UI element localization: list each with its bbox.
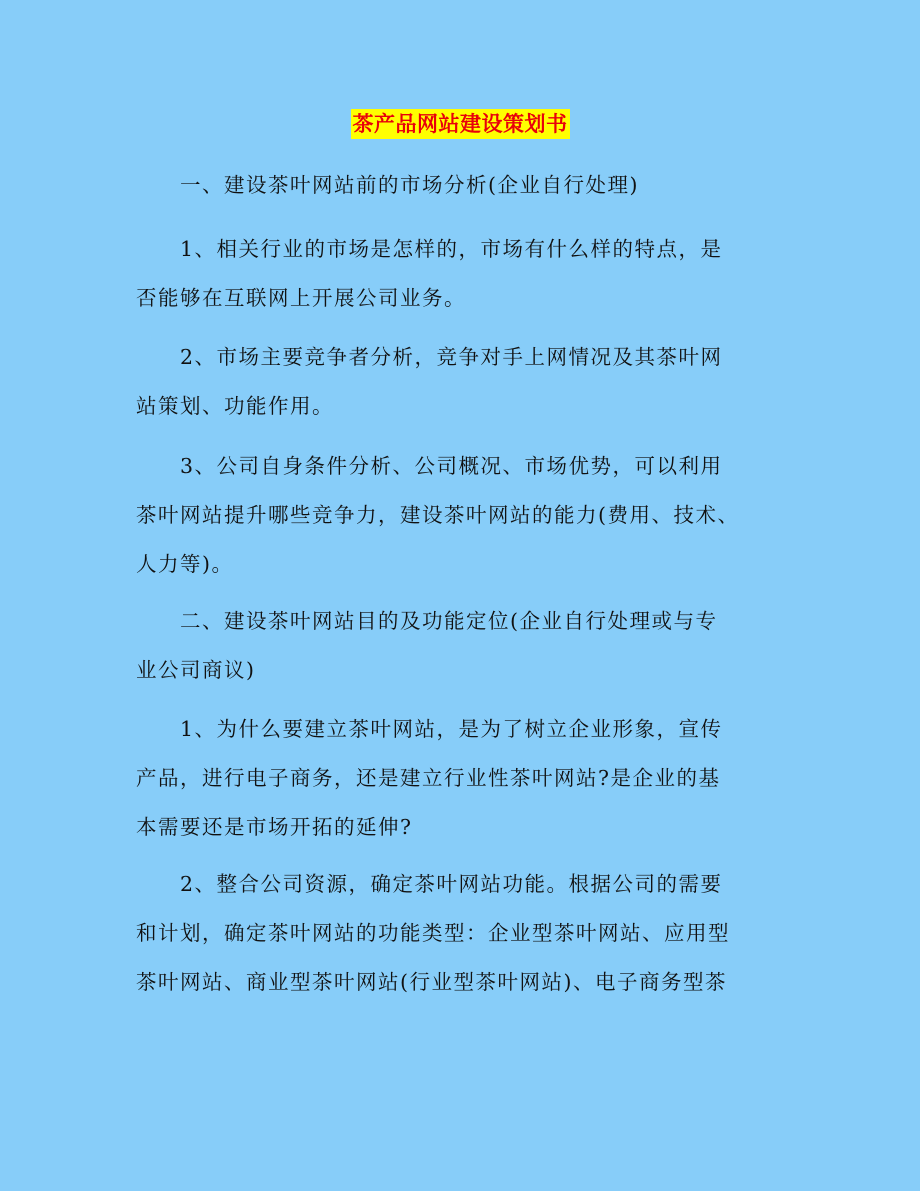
section-heading-1 (136, 161, 796, 210)
text-line: 1、为什么要建立茶叶网站，是为了树立企业形象，宣传 (180, 717, 723, 741)
text-line: 本需要还是市场开拓的延伸? (136, 815, 413, 839)
text-line: 站策划、功能作用。 (136, 394, 334, 418)
text-line: 否能够在互联网上开展公司业务。 (136, 286, 466, 310)
document-title: 茶产品网站建设策划书 (351, 109, 570, 139)
text-line: 2、整合公司资源，确定茶叶网站功能。根据公司的需要 (180, 872, 723, 896)
text-line: 茶叶网站提升哪些竞争力，建设茶叶网站的能力(费用、技术、 (136, 503, 740, 527)
paragraph-1-2 (136, 333, 796, 431)
text-line: 2、市场主要竞争者分析，竞争对手上网情况及其茶叶网 (180, 345, 723, 369)
text-line: 1、相关行业的市场是怎样的，市场有什么样的特点，是 (180, 237, 723, 261)
text-line: 人力等)。 (136, 552, 234, 576)
paragraph-1-1 (136, 225, 796, 323)
text-line: 茶叶网站、商业型茶叶网站(行业型茶叶网站)、电子商务型茶 (136, 970, 727, 994)
paragraph-2-2 (136, 860, 796, 1007)
paragraph-1-3 (136, 442, 796, 589)
text-line: 和计划，确定茶叶网站的功能类型：企业型茶叶网站、应用型 (136, 921, 730, 945)
text-line: 一、建设茶叶网站前的市场分析(企业自行处理) (180, 173, 639, 197)
text-line: 二、建设茶叶网站目的及功能定位(企业自行处理或与专 (180, 609, 718, 633)
text-line: 3、公司自身条件分析、公司概况、市场优势，可以利用 (180, 454, 723, 478)
title-wrapper (0, 109, 920, 139)
text-line: 产品，进行电子商务，还是建立行业性茶叶网站?是企业的基 (136, 766, 721, 790)
section-heading-2 (136, 597, 796, 695)
text-line: 业公司商议) (136, 658, 256, 682)
paragraph-2-1 (136, 705, 796, 852)
